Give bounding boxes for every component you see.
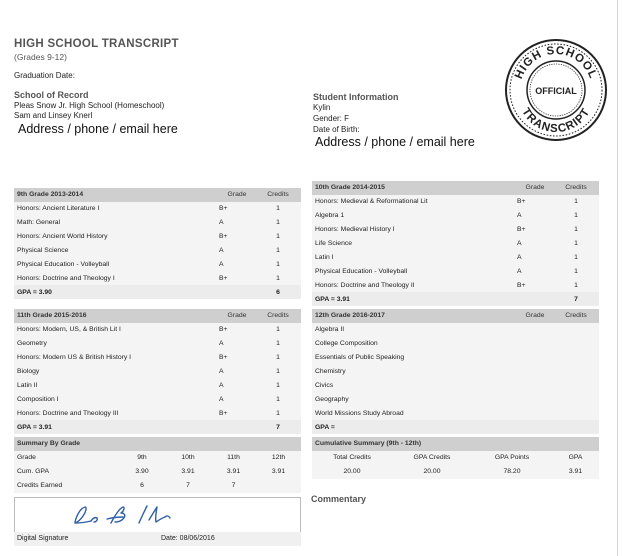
summary-cell: 7 [165,479,211,493]
course-credits: 1 [255,202,301,216]
grade-header: Grade [517,309,553,323]
course-credits [553,406,599,420]
course-grade [517,323,553,337]
course-name: Physical Education - Volleyball [312,264,517,278]
course-name: Honors: Medieval & Reformational Lit [312,195,517,209]
course-name: Latin I [312,250,517,264]
course-grade: B+ [219,271,255,285]
year-total-credits [553,420,599,434]
course-grade: A [517,264,553,278]
year-total-credits: 7 [553,292,599,306]
course-name: Honors: Modern, US, & British Lit I [14,323,219,337]
course-name: Essentials of Public Speaking [312,351,517,365]
course-credits: 1 [255,271,301,285]
course-grade [517,392,553,406]
grade-header: Grade [219,188,255,202]
course-grade: B+ [219,351,255,365]
signature-box [14,497,301,533]
year-table-11th [14,309,301,434]
course-name: Physical Science [14,244,219,258]
course-name: Biology [14,365,219,379]
summary-title: Summary By Grade [14,437,301,451]
course-credits: 1 [553,250,599,264]
year-total-credits: 7 [255,420,301,434]
course-credits: 1 [553,209,599,223]
cumulative-header: GPA [552,451,599,465]
course-name: Algebra II [312,323,517,337]
summary-header: 9th [119,451,165,465]
course-name: Honors: Doctrine and Theology III [14,406,219,420]
year-title: 11th Grade 2015-2016 [14,309,219,323]
cumulative-value: 78.20 [472,465,552,479]
course-name: Civics [312,378,517,392]
seal-graphic [504,38,608,142]
course-grade: A [219,392,255,406]
course-name: Honors: Doctrine and Theology II [312,278,517,292]
summary-cell: 3.91 [211,465,256,479]
official-seal [504,38,608,142]
course-name: Honors: Ancient World History [14,230,219,244]
course-grade [517,351,553,365]
summary-header: 10th [165,451,211,465]
year-table-12th [312,309,599,434]
course-name: Geography [312,392,517,406]
course-credits [553,337,599,351]
course-name: Physical Education - Volleyball [14,257,219,271]
course-grade: B+ [219,323,255,337]
svg-text:TRANSCRIPT [519,106,592,135]
summary-by-grade-table [14,437,301,493]
summary-cell: Cum. GPA [14,465,119,479]
course-name: Math: General [14,216,219,230]
graduation-date: Graduation Date: [14,71,75,80]
course-credits: 1 [255,244,301,258]
year-table-9th [14,188,301,299]
seal-top-text: HIGH SCHOOL [512,44,600,81]
course-grade [517,406,553,420]
student-dob: Date of Birth: [313,125,360,134]
course-grade: B+ [219,230,255,244]
course-grade: A [517,250,553,264]
course-credits: 1 [255,337,301,351]
course-credits: 1 [255,230,301,244]
credits-header: Credits [255,188,301,202]
cumulative-value: 20.00 [312,465,392,479]
signature-label: Digital Signature [17,535,69,542]
student-name: Kylin [313,103,331,112]
year-title: 10th Grade 2014-2015 [312,181,517,195]
grade-header: Grade [517,181,553,195]
summary-cell: 7 [211,479,256,493]
summary-header: Grade [14,451,119,465]
course-grade: B+ [517,195,553,209]
course-credits: 1 [255,378,301,392]
course-grade: A [219,257,255,271]
cumulative-header: Total Credits [312,451,392,465]
course-credits [553,392,599,406]
year-gpa: GPA = 3.90 [14,285,219,299]
cumulative-header: GPA Credits [392,451,472,465]
summary-cell [256,479,301,493]
course-grade: B+ [517,278,553,292]
grade-header: Grade [219,309,255,323]
course-grade: A [219,244,255,258]
course-name: Composition I [14,392,219,406]
course-credits: 1 [255,216,301,230]
course-name: Honors: Medieval History I [312,223,517,237]
signature-date: Date: 08/06/2016 [161,535,215,542]
course-credits [553,323,599,337]
credits-header: Credits [255,309,301,323]
course-name: Geometry [14,337,219,351]
course-credits: 1 [255,351,301,365]
year-gpa: GPA = 3.91 [312,292,517,306]
course-grade [517,378,553,392]
course-name: World Missions Study Abroad [312,406,517,420]
year-gpa: GPA = [312,420,517,434]
summary-cell: 3.90 [119,465,165,479]
student-heading: Student Information [313,92,399,102]
credits-header: Credits [553,309,599,323]
course-grade: A [219,216,255,230]
cumulative-summary-table [312,437,599,479]
course-credits [553,378,599,392]
year-total-credits: 6 [255,285,301,299]
page-title: HIGH SCHOOL TRANSCRIPT [14,38,179,50]
course-name: Honors: Doctrine and Theology I [14,271,219,285]
summary-cell: 3.91 [256,465,301,479]
course-grade: A [219,378,255,392]
cumulative-title: Cumulative Summary (9th - 12th) [312,437,599,451]
cumulative-value: 20.00 [392,465,472,479]
course-credits [553,351,599,365]
cumulative-header: GPA Points [472,451,552,465]
course-credits: 1 [255,257,301,271]
course-grade: A [517,209,553,223]
summary-cell: 6 [119,479,165,493]
course-credits: 1 [255,392,301,406]
school-heading: School of Record [14,90,89,100]
credits-header: Credits [553,181,599,195]
course-credits: 1 [255,365,301,379]
course-credits: 1 [553,195,599,209]
summary-cell: 3.91 [165,465,211,479]
course-grade [517,365,553,379]
course-credits: 1 [553,237,599,251]
grades-subtitle: (Grades 9-12) [14,52,67,62]
year-gpa: GPA = 3.91 [14,420,219,434]
seal-bottom-text: TRANSCRIPT [519,106,593,136]
school-address: Address / phone / email here [18,122,178,136]
course-credits: 1 [553,278,599,292]
handwritten-signature [15,498,300,532]
student-address: Address / phone / email here [315,135,475,149]
course-credits: 1 [553,223,599,237]
course-grade: B+ [219,406,255,420]
course-credits: 1 [255,406,301,420]
summary-cell: Credits Earned [14,479,119,493]
student-gender: Gender: F [313,114,350,123]
course-name: Chemistry [312,365,517,379]
course-grade: A [219,337,255,351]
course-name: Honors: Ancient Literature I [14,202,219,216]
course-name: Life Science [312,237,517,251]
school-name: Pleas Snow Jr. High School (Homeschool) [14,101,165,110]
course-credits: 1 [553,264,599,278]
course-grade: B+ [517,223,553,237]
course-credits: 1 [255,323,301,337]
summary-header: 11th [211,451,256,465]
summary-header: 12th [256,451,301,465]
course-name: Honors: Modern US & British History I [14,351,219,365]
cumulative-value: 3.91 [552,465,599,479]
seal-center-text: OFFICIAL [535,86,577,96]
year-title: 12th Grade 2016-2017 [312,309,517,323]
year-title: 9th Grade 2013-2014 [14,188,219,202]
year-table-10th [312,181,599,306]
course-grade: A [517,237,553,251]
signature-footer [14,532,301,546]
commentary-heading: Commentary [311,494,367,504]
course-grade [517,337,553,351]
school-parents: Sam and Linsey Knerl [14,111,93,120]
course-grade: A [219,365,255,379]
course-credits [553,365,599,379]
course-name: Algebra 1 [312,209,517,223]
page-edge [617,0,618,556]
course-grade: B+ [219,202,255,216]
course-name: Latin II [14,378,219,392]
course-name: College Composition [312,337,517,351]
